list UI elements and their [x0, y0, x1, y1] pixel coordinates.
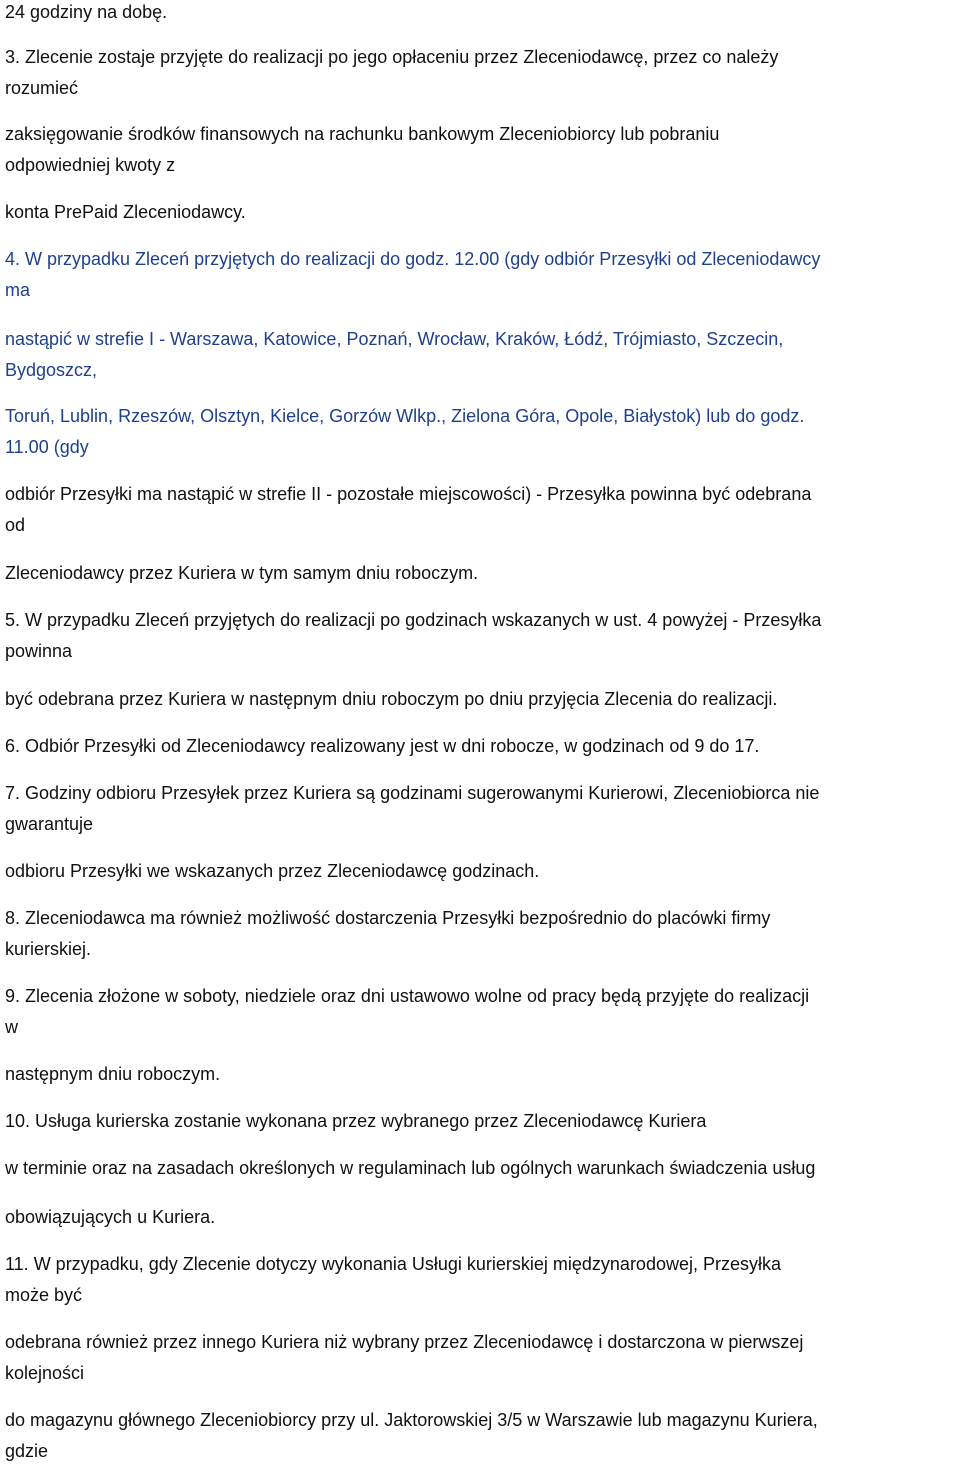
- text-line: rozumieć: [5, 78, 79, 98]
- text-line: powinna: [5, 641, 73, 661]
- text-line: obowiązujących u Kuriera.: [5, 1207, 216, 1227]
- text-line: kolejności: [5, 1363, 85, 1383]
- text-line: 10. Usługa kurierska zostanie wykonana przez wybranego przez Zleceniodawcę Kuriera: [5, 1111, 707, 1131]
- text-line: 8. Zleceniodawca ma również możliwość dostarczenia Przesyłki bezpośrednio do placówki firmy: [5, 908, 771, 928]
- text-line: następnym dniu roboczym.: [5, 1064, 221, 1084]
- text-line: nastąpić w strefie I - Warszawa, Katowice, Poznań, Wrocław, Kraków, Łódź, Trójmiasto, Szczecin,: [5, 329, 784, 349]
- text-line: 5. W przypadku Zleceń przyjętych do realizacji po godzinach wskazanych w ust. 4 powyżej - Przesyłka: [5, 610, 822, 630]
- text-line: 9. Zlecenia złożone w soboty, niedziele oraz dni ustawowo wolne od pracy będą przyjęte do realizacji: [5, 986, 810, 1006]
- text-line: kurierskiej.: [5, 939, 92, 959]
- text-line: do magazynu głównego Zleceniobiorcy przy ul. Jaktorowskiej 3/5 w Warszawie lub magazynu Kuriera,: [5, 1410, 818, 1430]
- text-line: Bydgoszcz,: [5, 360, 98, 380]
- text-line: gdzie: [5, 1441, 49, 1461]
- text-line: w terminie oraz na zasadach określonych w regulaminach lub ogólnych warunkach świadczenia usług: [5, 1158, 816, 1178]
- text-line: gwarantuje: [5, 814, 94, 834]
- text-line: być odebrana przez Kuriera w następnym dniu roboczym po dniu przyjęcia Zlecenia do realizacji.: [5, 689, 778, 709]
- text-line: zaksięgowanie środków finansowych na rachunku bankowym Zleceniobiorcy lub pobraniu: [5, 124, 720, 144]
- text-line: ma: [5, 280, 31, 300]
- text-line: 11.00 (gdy: [5, 437, 89, 457]
- text-line: Toruń, Lublin, Rzeszów, Olsztyn, Kielce, Gorzów Wlkp., Zielona Góra, Opole, Białystok) lub do godz.: [5, 406, 805, 426]
- text-line: odebrana również przez innego Kuriera niż wybrany przez Zleceniodawcę i dostarczona w pierwszej: [5, 1332, 804, 1352]
- text-line: może być: [5, 1285, 83, 1305]
- text-line: odbiór Przesyłki ma nastąpić w strefie II - pozostałe miejscowości) - Przesyłka powinna być odebrana: [5, 484, 812, 504]
- text-line: 4. W przypadku Zleceń przyjętych do realizacji do godz. 12.00 (gdy odbiór Przesyłki od Zleceniodawcy: [5, 249, 821, 269]
- text-line: 11. W przypadku, gdy Zlecenie dotyczy wykonania Usługi kurierskiej międzynarodowej, Przesyłka: [5, 1254, 781, 1274]
- text-line: od: [5, 515, 26, 535]
- text-line: 6. Odbiór Przesyłki od Zleceniodawcy realizowany jest w dni robocze, w godzinach od 9 do 17.: [5, 736, 760, 756]
- text-line: 3. Zlecenie zostaje przyjęte do realizacji po jego opłaceniu przez Zleceniodawcę, przez co należy: [5, 47, 779, 67]
- text-line: w: [5, 1017, 18, 1037]
- text-line: 24 godziny na dobę.: [5, 2, 168, 22]
- text-line: odbioru Przesyłki we wskazanych przez Zleceniodawcę godzinach.: [5, 861, 540, 881]
- text-line: konta PrePaid Zleceniodawcy.: [5, 202, 246, 222]
- text-line: odpowiedniej kwoty z: [5, 155, 176, 175]
- text-line: Zleceniodawcy przez Kuriera w tym samym dniu roboczym.: [5, 563, 479, 583]
- text-line: 7. Godziny odbioru Przesyłek przez Kuriera są godzinami sugerowanymi Kurierowi, Zleceniobiorca nie: [5, 783, 820, 803]
